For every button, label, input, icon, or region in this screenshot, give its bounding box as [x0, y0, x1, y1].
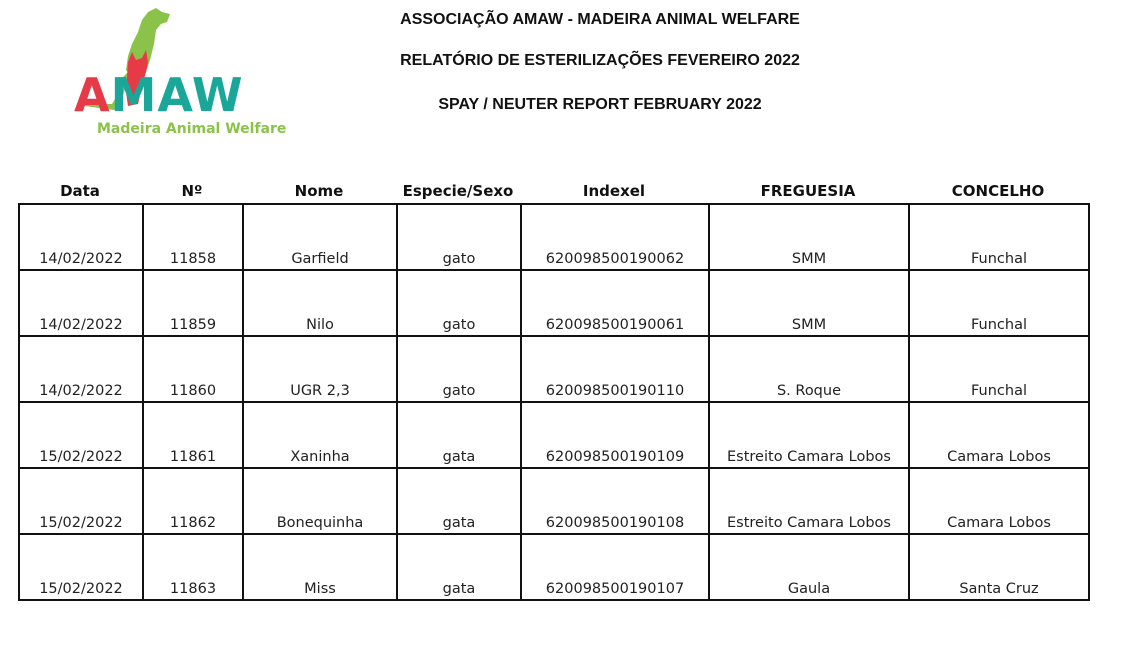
association-title: ASSOCIAÇÃO AMAW - MADEIRA ANIMAL WELFARE — [400, 11, 800, 28]
cell-concelho: Funchal — [909, 270, 1089, 336]
cell-numero: 11863 — [143, 534, 243, 600]
cell-nome: Miss — [243, 534, 397, 600]
cell-freguesia: Gaula — [709, 534, 909, 600]
report-title-en: SPAY / NEUTER REPORT FEBRUARY 2022 — [438, 96, 762, 113]
cell-data: 14/02/2022 — [19, 204, 143, 270]
header-col-nome: Nome — [294, 182, 344, 200]
logo-letters-maw: MAW — [110, 68, 244, 122]
cell-numero: 11860 — [143, 336, 243, 402]
cell-concelho: Funchal — [909, 204, 1089, 270]
cell-freguesia: Estreito Camara Lobos — [709, 468, 909, 534]
cell-concelho: Santa Cruz — [909, 534, 1089, 600]
cell-nome: Garfield — [243, 204, 397, 270]
logo-letter-a: A — [74, 68, 111, 122]
cell-indexel: 620098500190108 — [521, 468, 709, 534]
cell-freguesia: S. Roque — [709, 336, 909, 402]
header-col-data: Data — [60, 182, 100, 200]
cell-indexel: 620098500190109 — [521, 402, 709, 468]
table-row — [19, 336, 1089, 402]
cell-concelho: Funchal — [909, 336, 1089, 402]
cell-freguesia: SMM — [709, 204, 909, 270]
cell-indexel: 620098500190107 — [521, 534, 709, 600]
cell-freguesia: Estreito Camara Lobos — [709, 402, 909, 468]
logo-subtitle: Madeira Animal Welfare — [97, 121, 287, 137]
header-col-numero: Nº — [181, 182, 203, 200]
logo-wordmark — [74, 70, 244, 120]
cell-especie-sexo: gata — [397, 402, 521, 468]
cell-especie-sexo: gata — [397, 534, 521, 600]
header-col-especie-sexo: Especie/Sexo — [402, 182, 514, 200]
table-row — [19, 204, 1089, 270]
cell-indexel: 620098500190062 — [521, 204, 709, 270]
amaw-logo — [70, 8, 287, 140]
cell-especie-sexo: gato — [397, 204, 521, 270]
header-col-freguesia: FREGUESIA — [760, 182, 856, 200]
cell-indexel: 620098500190061 — [521, 270, 709, 336]
header-col-indexel: Indexel — [582, 182, 646, 200]
cell-data: 15/02/2022 — [19, 402, 143, 468]
cell-especie-sexo: gato — [397, 270, 521, 336]
table-row — [19, 270, 1089, 336]
table-row — [19, 468, 1089, 534]
cell-concelho: Camara Lobos — [909, 468, 1089, 534]
cell-numero: 11859 — [143, 270, 243, 336]
cell-indexel: 620098500190110 — [521, 336, 709, 402]
cell-data: 14/02/2022 — [19, 336, 143, 402]
sterilization-table — [18, 203, 1090, 601]
cell-especie-sexo: gato — [397, 336, 521, 402]
cell-especie-sexo: gata — [397, 468, 521, 534]
cell-numero: 11861 — [143, 402, 243, 468]
table-row — [19, 402, 1089, 468]
cell-concelho: Camara Lobos — [909, 402, 1089, 468]
cell-data: 14/02/2022 — [19, 270, 143, 336]
report-title-pt: RELATÓRIO DE ESTERILIZAÇÕES FEVEREIRO 2022 — [400, 52, 800, 69]
cell-freguesia: SMM — [709, 270, 909, 336]
cell-data: 15/02/2022 — [19, 468, 143, 534]
cell-nome: Bonequinha — [243, 468, 397, 534]
cell-nome: Xaninha — [243, 402, 397, 468]
table-row — [19, 534, 1089, 600]
cell-nome: Nilo — [243, 270, 397, 336]
cell-data: 15/02/2022 — [19, 534, 143, 600]
cell-numero: 11858 — [143, 204, 243, 270]
cell-numero: 11862 — [143, 468, 243, 534]
header-col-concelho: CONCELHO — [951, 182, 1045, 200]
cell-nome: UGR 2,3 — [243, 336, 397, 402]
